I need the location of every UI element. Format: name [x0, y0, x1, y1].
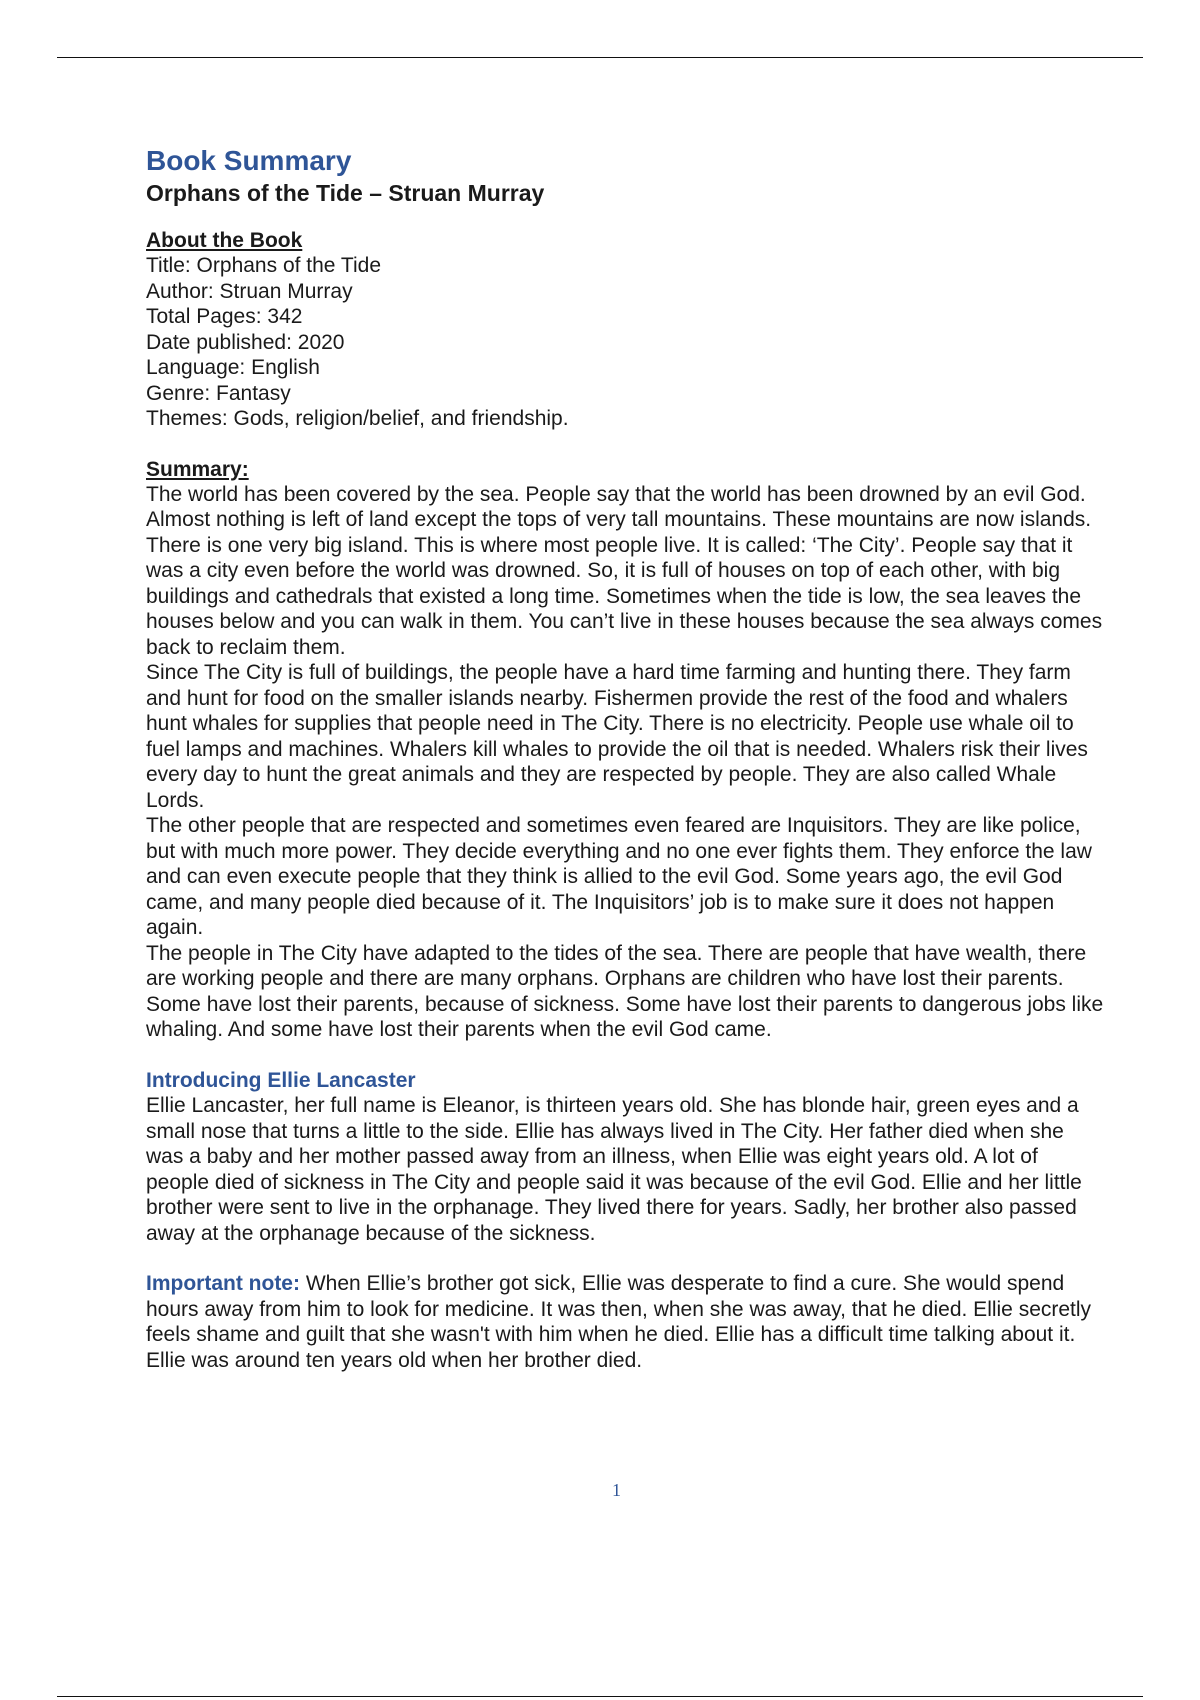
top-rule — [57, 57, 1143, 58]
important-note — [146, 1271, 1106, 1373]
book-subtitle: Orphans of the Tide – Struan Murray — [146, 180, 545, 206]
about-section — [146, 228, 1106, 432]
page-title: Book Summary — [146, 145, 352, 176]
about-line: Author: Struan Murray — [146, 279, 353, 303]
ellie-paragraph: Ellie Lancaster, her full name is Eleanor, is thirteen years old. She has blonde hair, green eyes and a small nose that turns a little to the side. Ellie has always lived in The City. Her father died when she was a baby and her mother passed away from an illness, when Ellie was eight years old. A lot of people died of sickness in The City and people said it was because of the evil God. Ellie and her little brother were sent to live in the orphanage. They lived there for years. Sadly, her brother also passed away at the orphanage because of the sickness. — [146, 1094, 1082, 1245]
about-line: Genre: Fantasy — [146, 381, 291, 405]
ellie-heading: Introducing Ellie Lancaster — [146, 1068, 416, 1092]
ellie-section — [146, 1068, 1106, 1247]
about-line: Language: English — [146, 356, 320, 379]
about-line: Themes: Gods, religion/belief, and friendship. — [146, 407, 569, 430]
summary-paragraph: The other people that are respected and sometimes even feared are Inquisitors. They are like police, but with much more power. They decide everything and no one ever fights them. They enforce the law and can even execute people that they think is allied to the evil God. Some years ago, the evil God came, and many people died because of it. The Inquisitors’ job is to make sure it does not happen again. — [146, 814, 1092, 939]
summary-section — [146, 457, 1106, 1043]
about-line: Date published: 2020 — [146, 330, 345, 354]
about-line: Total Pages: 342 — [146, 305, 303, 328]
summary-paragraph: Since The City is full of buildings, the people have a hard time farming and hunting there. They farm and hunt for food on the smaller islands nearby. Fishermen provide the rest of the food and whalers hunt whales for supplies that people need in The City. There is no electricity. People use whale oil to fuel lamps and machines. Whalers kill whales to provide the oil that is needed. Whalers risk their lives every day to hunt the great animals and they are respected by people. They are also called Whale Lords. — [146, 661, 1088, 812]
important-note-text: When Ellie’s brother got sick, Ellie was desperate to find a cure. She would spend hours away from him to look for medicine. It was then, when she was away, that he died. Ellie secretly feels shame and guilt that she wasn't with him when he died. Ellie has a difficult time talking about it. Ellie was around ten years old when her brother died. — [146, 1272, 1092, 1372]
document-body — [146, 144, 1106, 1373]
summary-paragraph: The people in The City have adapted to the tides of the sea. There are people that have wealth, there are working people and there are many orphans. Orphans are children who have lost their parents. Some have lost their parents, because of sickness. Some have lost their parents to dangerous jobs like whaling. And some have lost their parents when the evil God came. — [146, 941, 1104, 1041]
important-note-label: Important note: — [146, 1272, 300, 1295]
summary-paragraph: The world has been covered by the sea. People say that the world has been drowned by an evil God. Almost nothing is left of land except the tops of very tall mountains. These mountains are now islands. There is one very big island. This is where most people live. It is called: ‘The City’. People say that it was a city even before the world was drowned. So, it is full of houses on top of each other, with big buildings and cathedrals that existed a long time. Sometimes when the tide is low, the sea leaves the houses below and you can walk in them. You can’t live in these houses because the sea always comes back to reclaim them. — [146, 482, 1103, 659]
bottom-rule — [57, 1696, 1143, 1697]
summary-heading: Summary: — [146, 457, 249, 481]
about-line: Title: Orphans of the Tide — [146, 254, 382, 277]
page-number: 1 — [612, 1480, 621, 1500]
about-heading: About the Book — [146, 229, 303, 252]
